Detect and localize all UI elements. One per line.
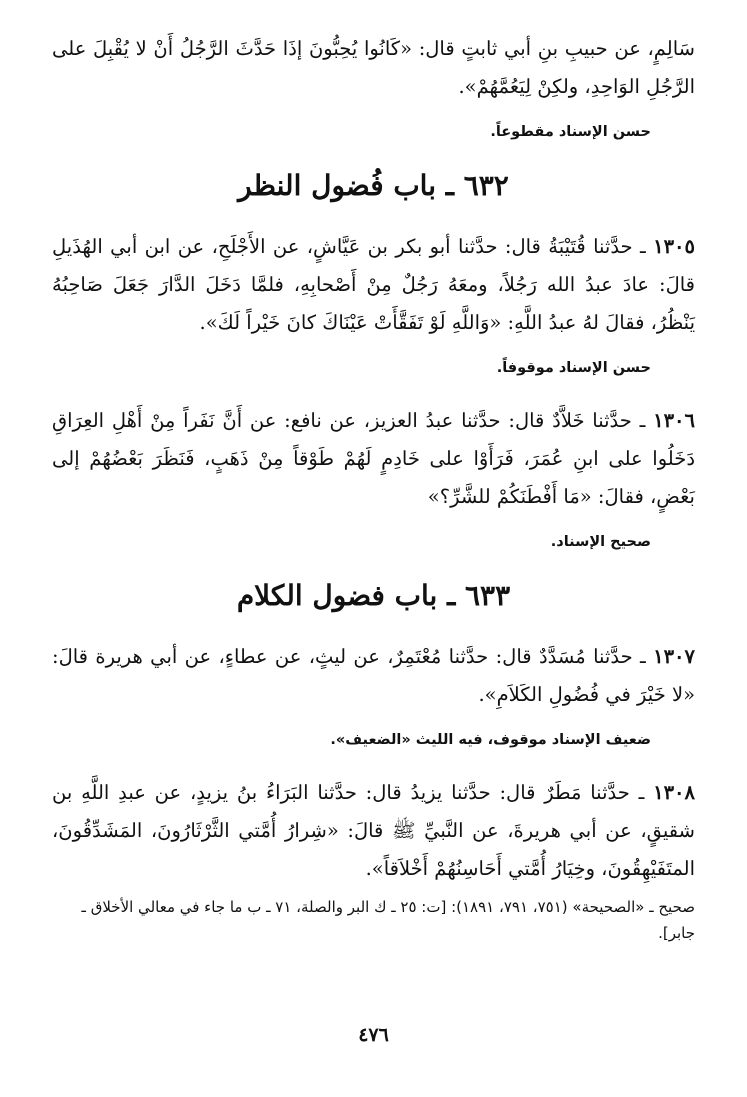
footnote: صحيح ـ «الصحيحة» (٧٥١، ٧٩١، ١٨٩١): [ت: ٢٥ ـ ك البر والصلة، ٧١ ـ ب ما جاء في معالي الأخلاق ـ جابر]. bbox=[81, 898, 695, 942]
hadith-1308 bbox=[52, 774, 695, 888]
hadith-grade: حسن الإسناد موقوفاً. bbox=[496, 360, 651, 376]
hadith-number: ١٣٠٧ bbox=[653, 645, 695, 668]
chapter-632 bbox=[52, 166, 695, 554]
opening-grade: حسن الإسناد مقطوعاً. bbox=[490, 124, 651, 140]
page-content bbox=[52, 30, 695, 946]
opening-paragraph: سَالِمٍ، عن حبيبِ بنِ أبي ثابتٍ قال: «كَانُوا يُحِبُّونَ إذَا حَدَّثَ الرَّجُلُ أَنْ لا يُقْبِلَ على الرَّجُلِ الوَاحِدِ، ولكِنْ لِيَعُمَّهُمْ». bbox=[52, 37, 695, 98]
hadith-1306 bbox=[52, 402, 695, 516]
chapter-633 bbox=[52, 576, 695, 888]
hadith-1307 bbox=[52, 638, 695, 714]
hadith-number: ١٣٠٦ bbox=[653, 409, 695, 432]
hadith-grade: صحيح الإسناد. bbox=[550, 534, 651, 550]
hadith-text: ـ حدَّثنا خَلاَّدٌ قال: حدَّثنا عبدُ العزيز، عن نافع: عن أَنَّ نَفَراً مِنْ أَهْلِ العِرَاقِ دَخَلُوا على ابنِ عُمَرَ، فَرَأَوْا على خَادِمٍ لَهُمْ طَوْقاً مِنْ ذَهَبٍ، فَنَظَرَ بَعْضُهُمْ إلى بَعْضٍ، فقالَ: «مَا أَفْطَنَكُمْ للشَّرِّ؟» bbox=[52, 409, 695, 508]
hadith-text: ـ حدَّثنا مَطَرٌ قال: حدَّثنا يزيدُ قال: حدَّثنا البَرَاءُ بنُ يزيدٍ، عن عبدِ اللَّهِ بن شقيقٍ، عن أبي هريرةَ، عن النَّبيِّ ﷺ قالَ: «شِرارُ أُمَّتي الثَّرْثَارُونَ، المَشَدِّقُونَ، المتَفَيْهِقُونَ، وخِيَارُ أُمَّتي أَحَاسِنُهُمْ أَخْلاَقاً». bbox=[52, 781, 695, 880]
hadith-number: ١٣٠٨ bbox=[653, 781, 695, 804]
chapter-heading: ٦٣٢ ـ باب فُضول النظر bbox=[238, 169, 509, 202]
page-number: ٤٧٦ bbox=[358, 1024, 389, 1046]
hadith-text: ـ حدَّثنا قُتَيْبَةُ قال: حدَّثنا أبو بكر بن عَيَّاشٍ، عن الأَجْلَحِ، عن ابن أبي الهُذَيلِ قالَ: عادَ عبدُ الله رَجُلاً، ومعَهُ رَجُلٌ مِنْ أَصْحابِهِ، فلمَّا دَخَلَ الدَّارَ جَعَلَ صَاحِبُهُ يَنْظُرُ، فقالَ لهُ عبدُ اللَّهِ: «وَاللَّهِ لَوْ تَفَقَّأَتْ عَيْنَاكَ كانَ خَيْراً لَكَ». bbox=[52, 235, 695, 334]
hadith-text: ـ حدَّثنا مُسَدَّدٌ قال: حدَّثنا مُعْتَمِرٌ، عن ليثٍ، عن عطاءٍ، عن أبي هريرة قالَ: «لا خَيْرَ في فُضُولِ الكَلاَمِ». bbox=[52, 645, 695, 706]
hadith-grade: ضعيف الإسناد موقوف، فيه الليث «الضعيف». bbox=[330, 732, 651, 748]
hadith-number: ١٣٠٥ bbox=[653, 235, 695, 258]
hadith-1305 bbox=[52, 228, 695, 342]
chapter-heading: ٦٣٣ ـ باب فضول الكلام bbox=[236, 579, 511, 612]
